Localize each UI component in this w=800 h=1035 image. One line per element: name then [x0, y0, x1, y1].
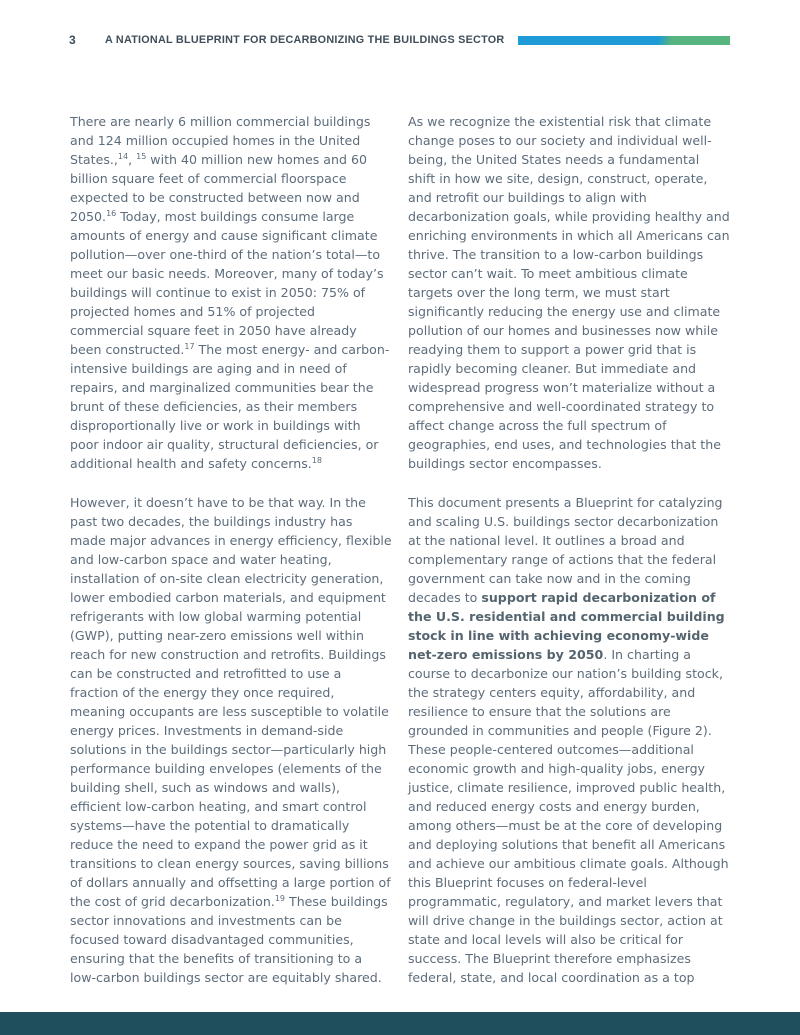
- text-segment-sup: 15: [136, 152, 147, 161]
- text-segment: However, it doesn’t have to be that way. In the past two decades, the buildings industry has made major advances in energy efficiency, flexible and low-carbon space and water heating, installation of on-site clean electricity generation, lower embodied carbon materials, and equipment refrigerants with low global warming potential (GWP), putting near-zero emissions well within reach for new construction and retrofits. Buildings can be constructed and retrofitted to use a fraction of the energy they once required, meaning occupants are less susceptible to volatile energy prices. Investments in demand-side solutions in the buildings sector—particularly high performance building envelopes (elements of the building shell, such as windows and walls), efficient low-carbon heating, and smart control systems—have the potential to dramatically reduce the need to expand the power grid as it transitions to clean energy sources, saving billions of dollars annually and offsetting a large portion of the cost of grid decarbonization.: [70, 495, 392, 909]
- text-segment-bold: support rapid decarbonization of the U.S. residential and commercial building stock in line with achieving economy-wide net-zero emissions by 2050: [408, 590, 725, 662]
- text-segment-sup: 16: [106, 209, 117, 218]
- paragraph-right-1: [408, 112, 730, 473]
- paragraph-left-1: [70, 112, 392, 473]
- left-column: [70, 112, 392, 1007]
- text-segment: with 40 million new homes and 60 billion square feet of commercial floorspace expected to be constructed between now and 2050.: [70, 152, 368, 224]
- text-segment-sup: 14: [117, 152, 129, 161]
- footer-bar: [0, 1012, 800, 1035]
- text-segment-sup: 19: [274, 894, 285, 903]
- text-segment-sup: 18: [311, 456, 322, 465]
- text-segment-sup: 17: [184, 342, 195, 351]
- text-segment: . In charting a course to decarbonize our nation’s building stock, the strategy centers equity, affordability, and resilience to ensure that the solutions are grounded in communities and people (Figure 2). These people-centered outcomes—additional economic growth and high-quality jobs, energy justice, climate resilience, improved public health, and reduced energy costs and energy burden, among others—must be at the core of developing and deploying solutions that benefit all Americans and achieve our ambitious climate goals. Although this Blueprint focuses on federal-level programmatic, regulatory, and market levers that will drive change in the buildings sector, action at state and local levels will also be critical for success. The Blueprint therefore emphasizes federal, state, and local coordination as a top: [408, 647, 729, 985]
- running-title: A NATIONAL BLUEPRINT FOR DECARBONIZING THE BUILDINGS SECTOR: [105, 34, 505, 46]
- text-segment: ,: [128, 152, 137, 167]
- text-segment: Today, most buildings consume large amounts of energy and cause significant climate pollution—over one-third of the nation’s total—to meet our basic needs. Moreover, many of today’s buildings will continue to exist in 2050: 75% of projected homes and 51% of projected commercial square feet in 2050 have already been constructed.: [70, 209, 384, 357]
- header-accent-bar: [518, 36, 730, 45]
- text-segment: As we recognize the existential risk that climate change poses to our society and individual well-being, the United States needs a fundamental shift in how we site, design, construct, operate, and retrofit our buildings to align with decarbonization goals, while providing healthy and enriching environments in which all Americans can thrive. The transition to a low-carbon buildings sector can’t wait. To meet ambitious climate targets over the long term, we must start significantly reducing the energy use and climate pollution of our homes and businesses now while readying them to support a power grid that is rapidly becoming cleaner. But immediate and widespread progress won’t materialize without a comprehensive and well-coordinated strategy to affect change across the full spectrum of geographies, end uses, and technologies that the buildings sector encompasses.: [408, 114, 730, 471]
- right-column: [408, 112, 730, 1007]
- paragraph-right-2: [408, 493, 730, 987]
- page-header: [69, 33, 730, 47]
- text-segment: There are nearly 6 million commercial buildings and 124 million occupied homes in the United States.,: [70, 114, 371, 167]
- paragraph-left-2: [70, 493, 392, 987]
- text-segment: These buildings sector innovations and investments can be focused toward disadvantaged communities, ensuring that the benefits of transitioning to a low-carbon buildings sector are equitably shared.: [70, 894, 388, 985]
- text-segment: The most energy- and carbon-intensive buildings are aging and in need of repairs, and marginalized communities bear the brunt of these deficiencies, as their members disproportionally live or work in buildings with poor indoor air quality, structural deficiencies, or additional health and safety concerns.: [70, 342, 390, 471]
- text-segment: This document presents a Blueprint for catalyzing and scaling U.S. buildings sector decarbonization at the national level. It outlines a broad and complementary range of actions that the federal government can take now and in the coming decades to: [408, 495, 723, 605]
- page-number: 3: [69, 33, 76, 47]
